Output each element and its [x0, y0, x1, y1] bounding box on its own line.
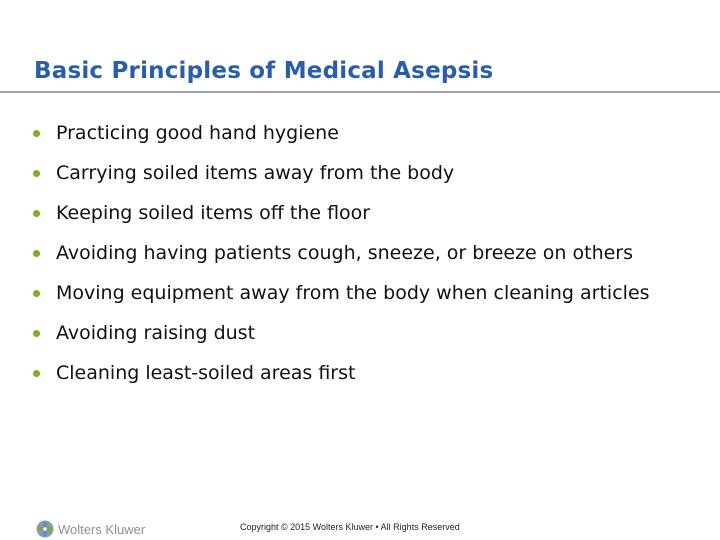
slide-title: Basic Principles of Medical Asepsis: [34, 58, 494, 84]
bullet-dot-icon: [33, 250, 40, 257]
wolters-kluwer-logo: [36, 519, 145, 539]
copyright-notice: Copyright © 2015 Wolters Kluwer • All Rights Reserved: [240, 522, 460, 532]
bullet-dot-icon: [33, 210, 40, 217]
wolters-kluwer-logo-icon: [36, 520, 54, 538]
bullet-list: [30, 121, 680, 401]
bullet-text: Moving equipment away from the body when cleaning articles: [56, 282, 650, 304]
bullet-item: [30, 321, 680, 345]
bullet-item: [30, 281, 680, 305]
bullet-text: Carrying soiled items away from the body: [56, 162, 455, 184]
bullet-text: Keeping soiled items off the floor: [56, 202, 371, 224]
bullet-item: [30, 201, 680, 225]
title-divider: [0, 91, 720, 93]
bullet-text: Avoiding having patients cough, sneeze, or breeze on others: [56, 242, 634, 264]
bullet-item: [30, 121, 680, 145]
bullet-item: [30, 361, 680, 385]
bullet-text: Cleaning least-soiled areas first: [56, 362, 356, 384]
bullet-dot-icon: [33, 290, 40, 297]
bullet-dot-icon: [33, 370, 40, 377]
bullet-item: [30, 161, 680, 185]
bullet-item: [30, 241, 680, 265]
bullet-dot-icon: [33, 130, 40, 137]
logo-text: Wolters Kluwer: [58, 521, 146, 537]
bullet-dot-icon: [33, 170, 40, 177]
bullet-dot-icon: [33, 330, 40, 337]
bullet-text: Practicing good hand hygiene: [56, 122, 339, 144]
bullet-text: Avoiding raising dust: [56, 322, 256, 344]
